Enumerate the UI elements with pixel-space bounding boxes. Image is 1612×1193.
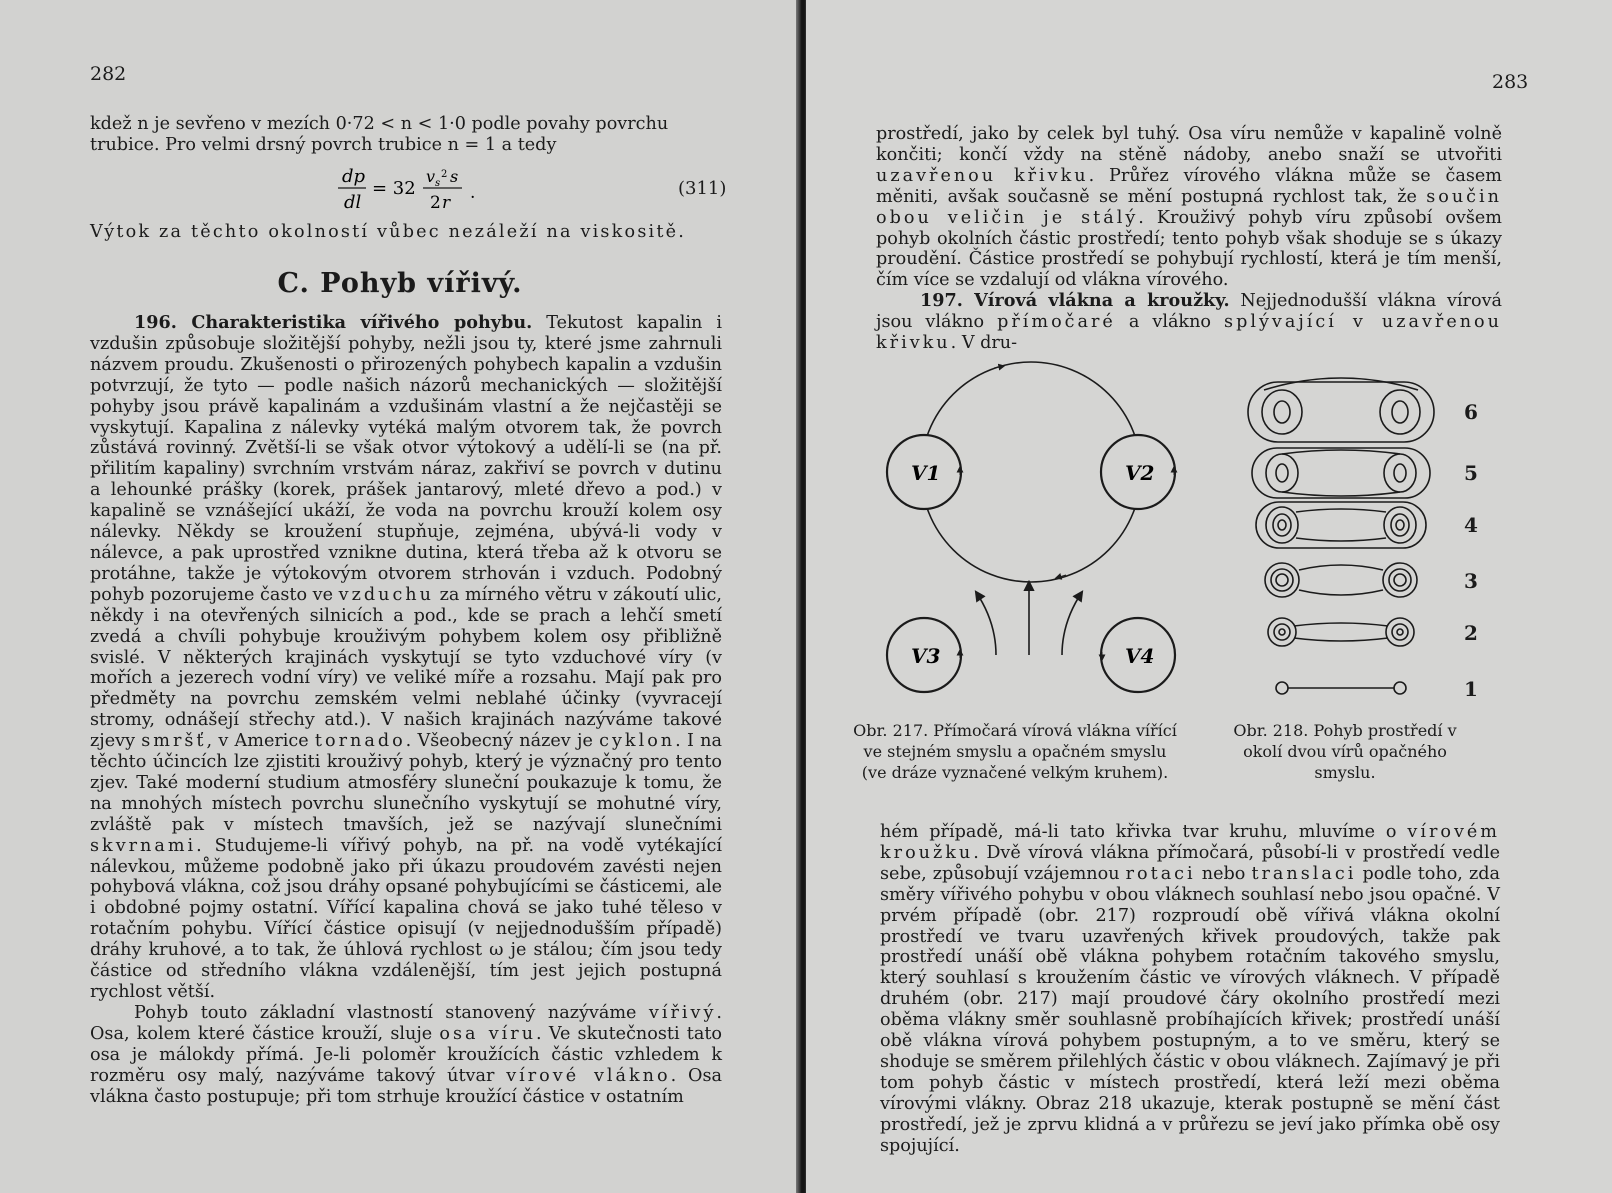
svg-text:.: .: [470, 183, 476, 203]
spaced-term: smršť: [141, 731, 207, 752]
page-number-right: 283: [1492, 71, 1529, 93]
label-v1: V1: [911, 461, 941, 485]
text-run: . Dvě vírová vlákna přímočará, působí-li v prostředí vedle sebe, způsobují vzájemnou: [880, 842, 1500, 884]
spaced-term: splývající v uzavřenou křivku: [876, 312, 1502, 354]
text-run: . Ve skutečnosti tato osa je málokdy přímá. Je-li poloměr kroužících částic vzhledem k rozměru osy malý, nazýváme takový útvar: [90, 1023, 722, 1086]
spaced-term: osa víru: [439, 1023, 537, 1044]
text-run: Nejjednodušší vlákna vírová jsou vlákno: [876, 291, 1502, 333]
svg-text:v: v: [426, 167, 436, 186]
stage-label: 5: [1464, 461, 1478, 485]
spaced-term: rotaci: [1125, 863, 1196, 884]
text-run: Tekutost kapalin i vzdušin způsobuje složitější pohyby, nežli jsou ty, které jsme zahrnuli názvem proudu. Zkušenosti o přirozených pohybech kapalin a vzdušin potvrzují, že tyto — podle našich názorů mechanických — složitější pohyby jsou právě kapalinám a vzdušinám vlastní a že nejčastěji se vyskytují. Kapalina z nálevky vytéká malým otvorem tak, že povrch zůstává rovinný. Zvětší-li se však otvor výtokový a udělí-li se (na př. přilitím kapaliny) svrchním vrstvám náraz, zakřiví se povrch v dutinu a lehounké prášky (korek, prášek jantarový, mleté dřevo a pod.) v kapalině se vznášející ukáží, že voda na povrchu krouží kolem osy nálevky. Někdy se kroužení stupňuje, zejména, ubývá-li vody v nálevce, a pak uprostřed vznikne dutina, která třeba až k otvoru se protáhne, takže je výtokovým otvorem strhován i vzduch. Podobný pohyb pozorujeme často ve: [90, 313, 722, 605]
label-v3: V3: [911, 644, 941, 668]
text-run: nebo: [1195, 863, 1252, 884]
svg-text:2: 2: [430, 193, 441, 213]
paragraph-heading: 197. Vírová vlákna a kroužky.: [920, 290, 1230, 312]
paragraph-heading: 196. Charakteristika vířivého pohybu.: [134, 312, 533, 333]
svg-text:dp: dp: [342, 166, 366, 187]
left-page: [0, 0, 800, 1193]
spaced-term: cyklon: [599, 731, 676, 752]
paragraph-continued: [876, 124, 1502, 291]
spaced-term: vzduchu: [338, 584, 434, 605]
flow-arrow: [1062, 592, 1082, 655]
spaced-term: tornado: [314, 731, 406, 752]
intro-lines: [90, 114, 720, 156]
text-line: trubice. Pro velmi drsný povrch trubice n = 1 a tedy: [90, 134, 557, 155]
vortex-v1: [887, 435, 961, 509]
stage-4: [1256, 502, 1426, 548]
page-number-left: 282: [90, 63, 127, 85]
text-run: prostředí, jako by celek byl tuhý. Osa víru nemůže v kapalině volně končiti; končí vždy na stěně nádoby, anebo snaží se utvořiti: [876, 124, 1502, 165]
vortex-v4: [1101, 618, 1175, 692]
stage-1: [1276, 682, 1406, 694]
stage-label: 4: [1464, 513, 1478, 537]
paragraph-197: [876, 291, 1502, 354]
text-line: kdež n je sevřeno v mezích 0·72 < n < 1·0 podle povahy povrchu: [90, 114, 669, 134]
text-run: a vlákno: [1115, 312, 1225, 333]
text-run: , v Americe: [206, 731, 315, 752]
stage-6: [1248, 378, 1434, 442]
label-v2: V2: [1125, 461, 1155, 485]
text-run: . Studujeme-li vířivý pohyb, na př. na vodě vytékající nálevkou, můžeme podobně jako při úkazu proudovém zavésti nejen pohybová vlákna, což jsou dráhy opsané pohybujícími se částicemi, ale i obdobné pojmy ostatní. Vířící kapalina chová se jako tuhé těleso v rotačním pohybu. Vířící částice opisují (v nejjednodušším případě) dráhy kruhové, a to tak, že úhlová rychlost ω je stálou; čím jsou tedy částice od středního vlákna vzdálenější, tím jest jejich postupná rychlost větší.: [90, 835, 722, 1002]
paragraph-definition: [90, 1003, 722, 1108]
svg-text:= 32: = 32: [372, 178, 416, 199]
caption-218: Obr. 218. Pohyb prostředí v okolí dvou vírů opačného smyslu.: [1233, 721, 1457, 782]
text-run: . Osa, kolem které částice krouží, sluje: [90, 1002, 722, 1044]
spaced-term: vírové vlákno: [506, 1065, 671, 1086]
spaced-term: translaci: [1251, 863, 1357, 884]
stage-2: [1268, 618, 1414, 646]
spaced-term: uzavřenou křivku: [876, 165, 1089, 186]
text-run: . Krouživý pohyb víru způsobí ovšem pohyb okolních částic prostředí; tento pohyb však shoduje se s úkazy proudění. Částice prostředí se pohybují rychlostí, která je tím menší, čím více se vzdalují od vlákna vírového.: [876, 207, 1502, 291]
right-top-text: [876, 124, 1502, 354]
spaced-term: přímočaré: [997, 312, 1116, 333]
svg-text:r: r: [442, 193, 451, 213]
left-body: [90, 313, 722, 1107]
stage-5: [1252, 448, 1430, 498]
text-run: . Osa vlákna často postupuje; při tom strhuje kroužící částice v ostatním: [90, 1065, 722, 1107]
stage-3: [1265, 563, 1417, 597]
paragraph-continued: [880, 822, 1500, 1157]
svg-text:s: s: [435, 178, 441, 189]
stage-label: 2: [1464, 621, 1478, 645]
spaced-term: skvrnami: [90, 835, 197, 856]
figure-217: [876, 360, 1206, 710]
paragraph-196: [90, 313, 722, 1003]
right-page: [806, 0, 1612, 1193]
text-run: . Všeobecný název je: [405, 731, 600, 752]
section-title: C. Pohyb vířivý.: [277, 268, 523, 299]
caption-217: Obr. 217. Přímočará vírová vlákna vířící ve stejném smyslu a opačném smyslu (ve dráze vyznačené velkým kruhem).: [853, 721, 1177, 782]
spaced-term: vířivý: [648, 1002, 717, 1023]
text-run: podle toho, zda směry vířivého pohybu v obou vláknech souhlasí nebo jsou opačné. V prvém případě (obr. 217) rozproudí obě vířivá vlákna okolní prostředí ve tvaru uzavřených křivek proudových, takže pak prostředí unáší obě vlákna pohybem rotačním takového smyslu, který souhlasí s kroužením částic ve vírových vláknech. V případě druhém (obr. 217) mají proudové čáry okolního prostředí mezi oběma vlákny směr souhlasně probíhajících křivek; prostředí unáší obě vlákna vírová pohybem postupným, a to ve směru, který se shoduje se směrem přilehlých částic v obou vláknech. Zajímavý je při tom pohyb částic v místech prostředí, která leží mezi oběma vírovými vlákny. Obraz 218 ukazuje, kterak postupně se mění část prostředí, jež je zprvu klidná a v průřezu se jeví jako přímka obě osy spojující.: [880, 863, 1500, 1156]
vortex-v3: [887, 618, 961, 692]
text-run: za mírného větru v zákoutí ulic, někdy i na otevřených silnicích a pod., kde se prach a lehčí smetí zvedá a chvíli pohybuje krouživým pohybem kolem osy přibližně svislé. V některých krajinách vyskytují se tyto vzduchové víry (v mořích a jezerech vodní víry) ve veliké míře a rozsahu. Mají pak pro předměty na povrchu zemském velmi neblahé účinky (vyvracejí stromy, odnášejí střechy atd.). V našich krajinách nazýváme takové zjevy: [90, 584, 722, 752]
right-bottom-text: [880, 822, 1500, 1157]
figure-218: [1246, 370, 1496, 710]
text-run: Pohyb touto základní vlastností stanovený nazýváme: [134, 1002, 649, 1023]
equation-311: [330, 166, 500, 216]
text-run: . I na těchto účincích lze zjistiti krouživý pohyb, který je význačný pro tento zjev. Také moderní studium atmosféry sluneční poukazuje k tomu, že na mnohých místech povrchu slunečního vyskytují se mohutné víry, zvláště pak v místech tmavších, jež se nazývají slunečními: [90, 731, 723, 835]
equation-number: (311): [678, 178, 727, 199]
spaced-term: součin obou veličin je stálý: [876, 186, 1502, 228]
text-run: hém případě, má-li tato křivka tvar kruhu, mluvíme o: [880, 822, 1408, 842]
vortex-v2: [1101, 435, 1175, 509]
text-run: . Průřez vírového vlákna může se časem měniti, avšak současně se mění postupná rychlost tak, že: [876, 165, 1502, 207]
stage-label: 1: [1464, 677, 1478, 701]
svg-text:2: 2: [441, 169, 448, 180]
text-run: . V dru-: [950, 333, 1018, 354]
svg-text:dl: dl: [344, 192, 362, 213]
text-line: Výtok za těchto okolností vůbec nezáleží na viskositě.: [90, 222, 687, 242]
flow-arrow: [976, 592, 996, 655]
stage-label: 6: [1464, 400, 1478, 424]
label-v4: V4: [1125, 644, 1155, 668]
spaced-term: vírovém kroužku: [880, 822, 1500, 863]
svg-text:s: s: [450, 167, 459, 186]
stage-label: 3: [1464, 569, 1478, 593]
